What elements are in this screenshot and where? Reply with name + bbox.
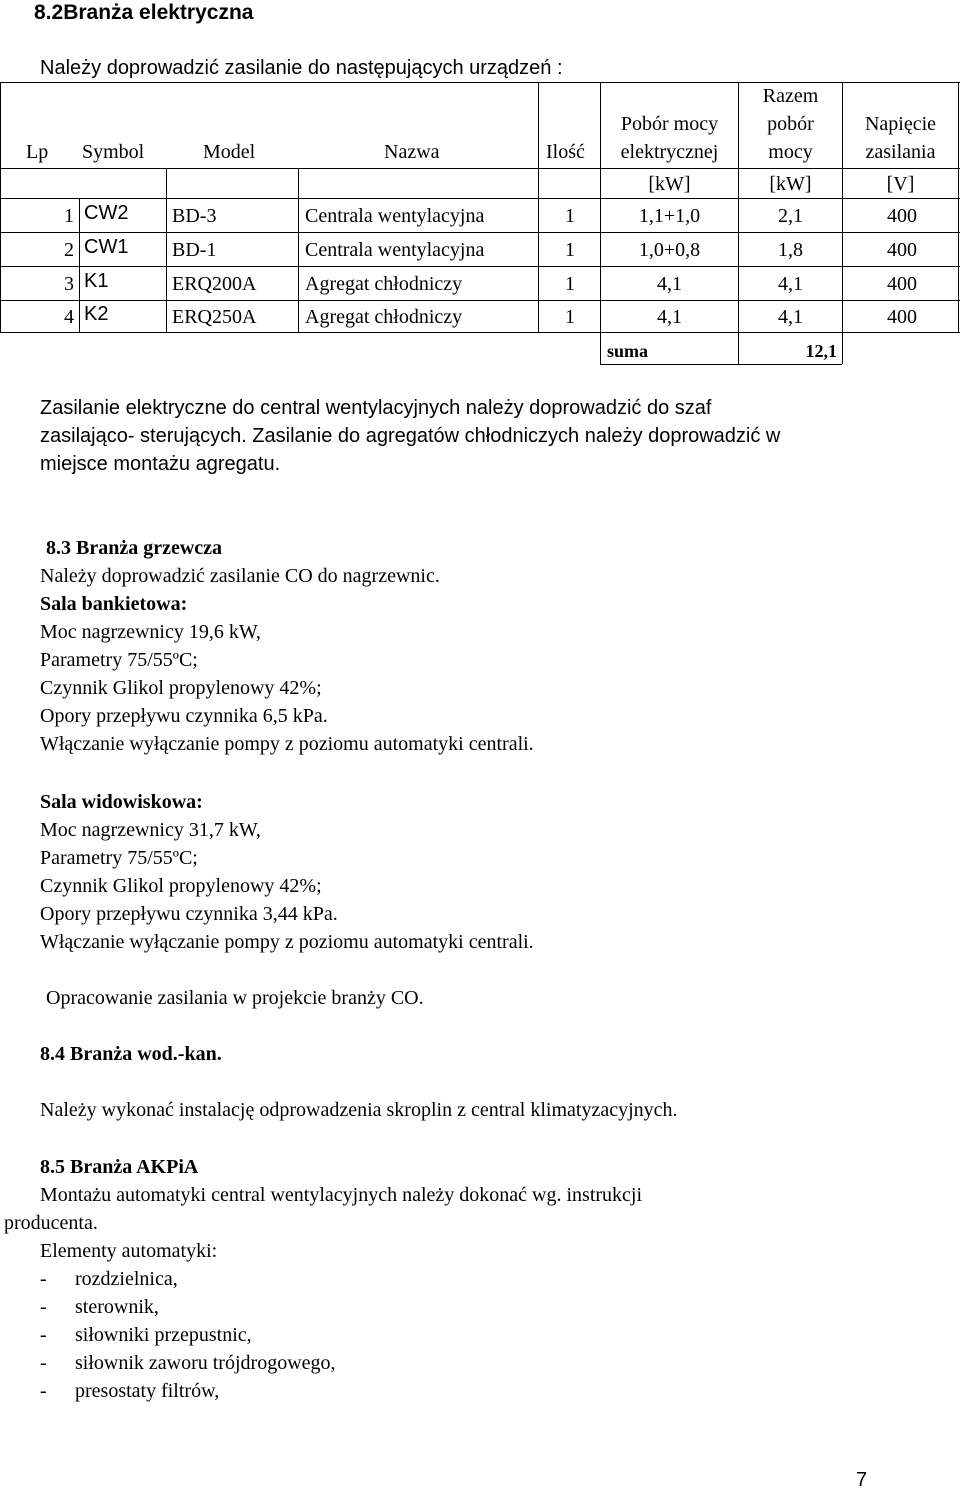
table-col-border xyxy=(538,82,539,332)
cell-napiecie: 400 xyxy=(887,306,917,328)
header-ilosc: Ilość xyxy=(546,141,585,163)
cell-pobor: 1,0+0,8 xyxy=(638,239,701,261)
banquet-line: Opory przepływu czynnika 6,5 kPa. xyxy=(40,705,328,727)
table-row-border xyxy=(0,232,960,233)
list-bullet: - xyxy=(40,1352,47,1374)
header-nazwa: Nazwa xyxy=(384,141,440,163)
section-heading-heating: 8.3 Branża grzewcza xyxy=(46,537,223,559)
list-bullet: - xyxy=(40,1268,47,1290)
header-model: Model xyxy=(203,141,256,163)
table-col-border xyxy=(79,198,80,332)
akpia-text-line2: producenta. xyxy=(4,1212,98,1234)
header-lp: Lp xyxy=(26,141,49,163)
cell-razem: 2,1 xyxy=(778,205,803,227)
table-border-units xyxy=(0,198,960,199)
electrical-note-line2: zasilająco- sterujących. Zasilanie do agregatów chłodniczych należy doprowadzić w xyxy=(40,425,781,447)
cell-razem: 4,1 xyxy=(778,306,803,328)
cell-symbol: K1 xyxy=(84,270,109,292)
section-heading-water: 8.4 Branża wod.-kan. xyxy=(40,1043,222,1065)
cell-nazwa: Centrala wentylacyjna xyxy=(305,239,485,261)
cell-pobor: 4,1 xyxy=(657,273,682,295)
cell-lp: 4 xyxy=(64,306,74,328)
header-pobor-line1: Pobór mocy xyxy=(620,113,719,135)
header-symbol: Symbol xyxy=(82,141,145,163)
heating-intro: Należy doprowadzić zasilanie CO do nagrzewnic. xyxy=(40,565,440,587)
akpia-text-line1: Montażu automatyki central wentylacyjnych należy dokonać wg. instrukcji xyxy=(40,1184,643,1206)
cell-lp: 1 xyxy=(64,205,74,227)
cell-lp: 3 xyxy=(64,273,74,295)
cell-symbol: CW2 xyxy=(84,202,129,224)
heating-outro: Opracowanie zasilania w projekcie branży CO. xyxy=(46,987,424,1009)
cell-ilosc: 1 xyxy=(565,205,575,227)
cell-lp: 2 xyxy=(64,239,74,261)
cell-ilosc: 1 xyxy=(565,239,575,261)
list-item: siłownik zaworu trójdrogowego, xyxy=(75,1352,336,1374)
audience-line: Parametry 75/55ºC; xyxy=(40,847,198,869)
header-razem-line3: mocy xyxy=(768,141,813,163)
table-row-border xyxy=(0,266,960,267)
header-pobor-line2: elektrycznej xyxy=(620,141,719,163)
cell-symbol: CW1 xyxy=(84,236,129,258)
list-item: sterownik, xyxy=(75,1296,159,1318)
audience-line: Opory przepływu czynnika 3,44 kPa. xyxy=(40,903,338,925)
cell-symbol: K2 xyxy=(84,303,109,325)
section-heading-electrical: 8.2Branża elektryczna xyxy=(34,1,254,24)
table-col-border xyxy=(298,168,299,332)
header-napiecie-line1: Napięcie xyxy=(864,113,937,135)
list-bullet: - xyxy=(40,1380,47,1402)
header-razem-line1: Razem xyxy=(762,85,819,107)
banquet-line: Włączanie wyłączanie pompy z poziomu automatyki centrali. xyxy=(40,733,534,755)
audience-line: Czynnik Glikol propylenowy 42%; xyxy=(40,875,322,897)
table-col-border xyxy=(166,168,167,332)
unit-pobor: [kW] xyxy=(648,173,691,195)
sum-label: suma xyxy=(607,341,649,361)
audience-title: Sala widowiskowa: xyxy=(40,791,203,813)
water-text: Należy wykonać instalację odprowadzenia skroplin z central klimatyzacyjnych. xyxy=(40,1099,678,1121)
electrical-intro: Należy doprowadzić zasilanie do następujących urządzeń : xyxy=(40,57,563,79)
cell-model: BD-1 xyxy=(172,239,217,261)
audience-line: Włączanie wyłączanie pompy z poziomu automatyki centrali. xyxy=(40,931,534,953)
cell-nazwa: Agregat chłodniczy xyxy=(305,273,463,295)
cell-razem: 4,1 xyxy=(778,273,803,295)
banquet-line: Czynnik Glikol propylenowy 42%; xyxy=(40,677,322,699)
table-col-border xyxy=(958,82,959,332)
header-napiecie-line2: zasilania xyxy=(865,141,936,163)
page-number: 7 xyxy=(856,1469,868,1491)
cell-model: ERQ200A xyxy=(172,273,257,295)
cell-pobor: 4,1 xyxy=(657,306,682,328)
sum-value: 12,1 xyxy=(805,341,837,361)
sum-border-bottom xyxy=(600,364,842,365)
cell-napiecie: 400 xyxy=(887,239,917,261)
cell-pobor: 1,1+1,0 xyxy=(638,205,701,227)
elements-title: Elementy automatyki: xyxy=(40,1240,218,1262)
section-heading-akpia: 8.5 Branża AKPiA xyxy=(40,1156,199,1178)
cell-model: ERQ250A xyxy=(172,306,257,328)
electrical-note-line3: miejsce montażu agregatu. xyxy=(40,453,281,475)
table-border-bottom xyxy=(0,332,960,333)
cell-ilosc: 1 xyxy=(565,306,575,328)
cell-napiecie: 400 xyxy=(887,205,917,227)
header-razem-line2: pobór xyxy=(767,113,814,135)
cell-model: BD-3 xyxy=(172,205,217,227)
list-item: presostaty filtrów, xyxy=(75,1380,220,1402)
cell-napiecie: 400 xyxy=(887,273,917,295)
table-border-header xyxy=(0,168,960,169)
banquet-title: Sala bankietowa: xyxy=(40,593,188,615)
list-bullet: - xyxy=(40,1296,47,1318)
unit-razem: [kW] xyxy=(769,173,812,195)
electrical-note-line1: Zasilanie elektryczne do central wentylacyjnych należy doprowadzić do szaf xyxy=(40,397,712,419)
audience-line: Moc nagrzewnicy 31,7 kW, xyxy=(40,819,261,841)
table-row-border xyxy=(0,300,960,301)
cell-nazwa: Centrala wentylacyjna xyxy=(305,205,485,227)
cell-razem: 1,8 xyxy=(778,239,803,261)
banquet-line: Parametry 75/55ºC; xyxy=(40,649,198,671)
cell-ilosc: 1 xyxy=(565,273,575,295)
unit-napiecie: [V] xyxy=(886,173,915,195)
banquet-line: Moc nagrzewnicy 19,6 kW, xyxy=(40,621,261,643)
list-item: siłowniki przepustnic, xyxy=(75,1324,252,1346)
list-bullet: - xyxy=(40,1324,47,1346)
list-item: rozdzielnica, xyxy=(75,1268,178,1290)
cell-nazwa: Agregat chłodniczy xyxy=(305,306,463,328)
